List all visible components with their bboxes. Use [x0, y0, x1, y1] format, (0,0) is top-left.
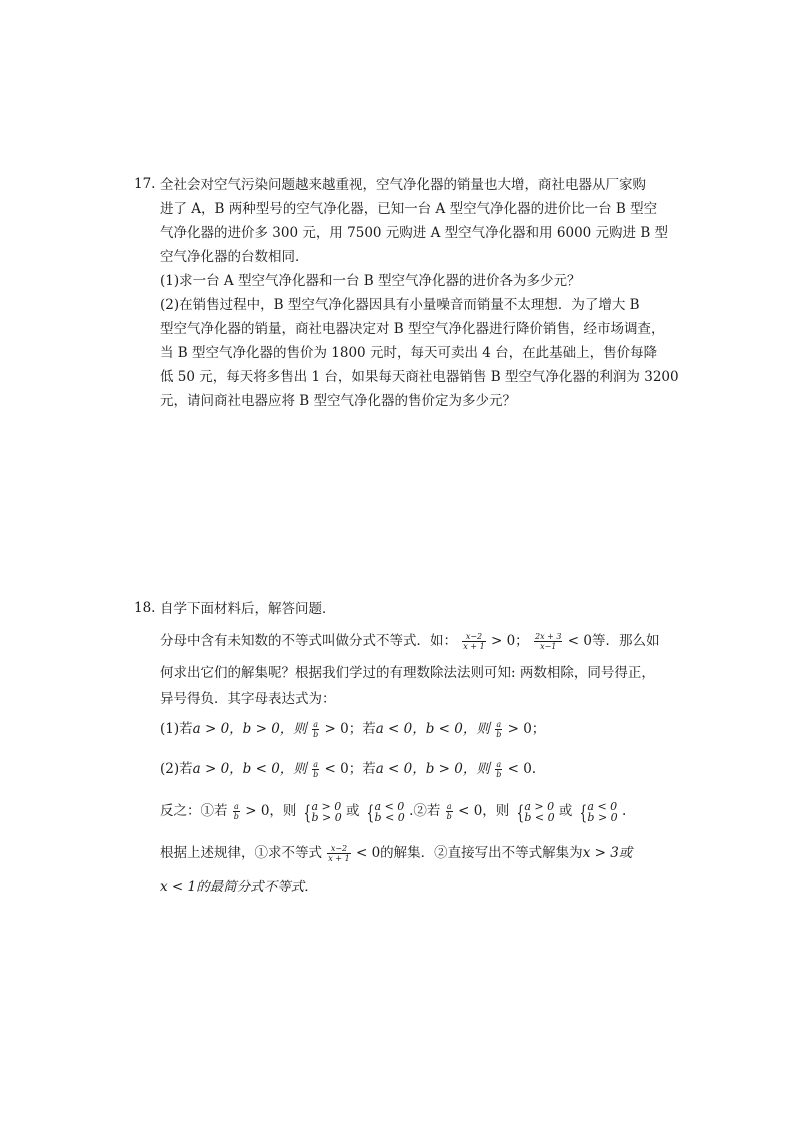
- subquestion-2: (2)在销售过程中，B 型空气净化器因具有小量噪音而销量不太理想．为了增大 B: [160, 297, 640, 313]
- question-line: x < 1的最简分式不等式．: [160, 879, 318, 895]
- definition-line: 分母中含有未知数的不等式叫做分式不等式．如： $\frac{x-2}{x + 1}$ > 0； $\frac{2x + 3}{x-1}$ < 0等．那么如: [160, 632, 660, 651]
- subquestion-1: (1)求一台 A 型空气净化器和一台 B 型空气净化器的进价各为多少元？: [160, 273, 581, 289]
- problem-text-line: 气净化器的进价多 300 元，用 7500 元购进 A 型空气净化器和用 6000 元购进 B 型: [160, 225, 669, 241]
- problem-text-line: 型空气净化器的销量，商社电器决定对 B 型空气净化器进行降价销售，经市场调查，: [160, 321, 665, 337]
- problem-text-line: 何求出它们的解集呢？根据我们学过的有理数除法法则可知: 两数相除，同号得正，: [160, 665, 655, 681]
- question-line: 根据上述规律，①求不等式 $\frac{x-2}{x + 1}$ < 0的解集．②直接写出不等式解集为x > 3或: [160, 844, 633, 863]
- problem-text-line: 进了 A，B 两种型号的空气净化器，已知一台 A 型空气净化器的进价比一台 B 型空: [160, 201, 658, 217]
- problem-number: 18.: [134, 600, 156, 616]
- fraction: $\frac{a}{b}$: [233, 802, 239, 821]
- fraction: $\frac{a}{b}$: [496, 760, 502, 779]
- rule-1: (1)若a > 0，b > 0，则 $\frac{a}{b}$ > 0；若a < 0，b < 0，则 $\frac{a}{b}$ > 0；: [160, 720, 546, 739]
- fraction: $\frac{a}{b}$: [496, 720, 502, 739]
- problem-text-line: 低 50 元，每天将多售出 1 台，如果每天商社电器销售 B 型空气净化器的利润为 3200: [160, 369, 679, 385]
- problem-intro: 自学下面材料后，解答问题．: [160, 601, 336, 617]
- fraction: $\frac{x-2}{x + 1}$: [328, 844, 350, 863]
- problem-text-line: 当 B 型空气净化器的售价为 1800 元时，每天可卖出 4 台，在此基础上，售价每降: [160, 345, 658, 361]
- fraction: $\frac{a}{b}$: [313, 760, 319, 779]
- fraction: $\frac{a}{b}$: [446, 802, 452, 821]
- inequality-system: { a < 0 b < 0: [366, 799, 405, 824]
- converse-rule: 反之：①若 $\frac{a}{b}$ > 0，则 { a > 0 b > 0 或 { a < 0 b < 0 .②若 $\frac{a}{b}$ < 0，则 { a > 0 b < 0 或 { a < 0 b > 0 .: [160, 799, 627, 824]
- fraction: $\frac{a}{b}$: [313, 720, 319, 739]
- fraction: $\frac{x-2}{x + 1}$: [463, 632, 485, 651]
- problem-text-line: 元，请问商社电器应将 B 型空气净化器的售价定为多少元？: [160, 393, 517, 409]
- problem-text-line: 空气净化器的台数相同．: [160, 249, 309, 265]
- inequality-system: { a > 0 b < 0: [516, 799, 555, 824]
- rule-2: (2)若a > 0，b < 0，则 $\frac{a}{b}$ < 0；若a < 0，b > 0，则 $\frac{a}{b}$ < 0.: [160, 760, 537, 779]
- inequality-system: { a < 0 b > 0: [579, 799, 618, 824]
- inequality-system: { a > 0 b > 0: [303, 799, 342, 824]
- problem-text-line: 全社会对空气污染问题越来越重视，空气净化器的销量也大增，商社电器从厂家购: [160, 177, 646, 193]
- fraction: $\frac{2x + 3}{x-1}$: [534, 632, 562, 651]
- problem-text-line: 异号得负．其字母表达式为：: [160, 691, 336, 707]
- problem-number: 17.: [134, 176, 156, 192]
